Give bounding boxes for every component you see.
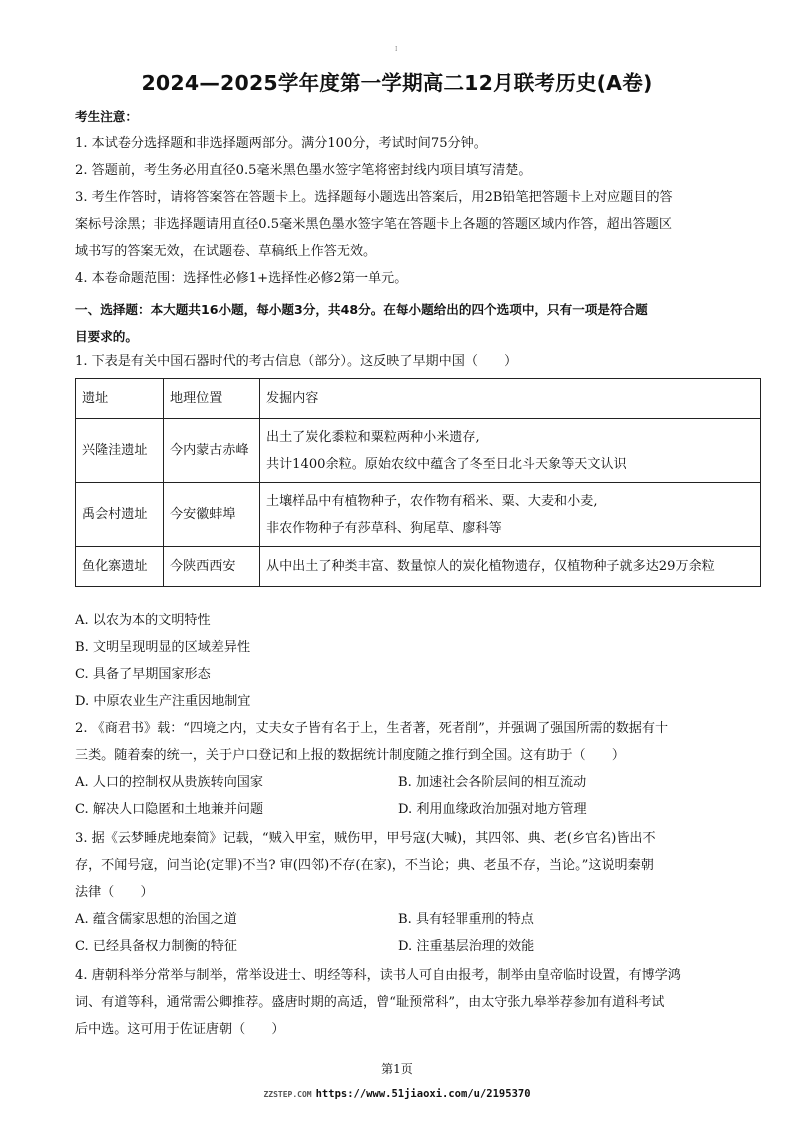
location-cell: 今内蒙古赤峰 bbox=[164, 419, 260, 483]
site-cell: 禹会村遗址 bbox=[76, 483, 164, 547]
content-line-1: 土壤样品中有植物种子，农作物有稻米、粟、大麦和小麦, bbox=[266, 493, 598, 509]
q3-option-a: A. 蕴含儒家思想的治国之道 bbox=[75, 912, 237, 927]
content-cell: 从中出土了种类丰富、数量惊人的炭化植物遗存，仅植物种子就多达29万余粒 bbox=[260, 547, 761, 587]
table-row bbox=[76, 419, 761, 483]
q1-option-b: B. 文明呈现明显的区域差异性 bbox=[75, 640, 251, 655]
q2-stem-2: 三类。随着秦的统一，关于户口登记和上报的数据统计制度随之推行到全国。这有助于（ ） bbox=[75, 748, 625, 763]
archaeology-table bbox=[75, 378, 761, 587]
table-row bbox=[76, 483, 761, 547]
q1-option-a: A. 以农为本的文明特性 bbox=[75, 613, 211, 628]
header-location: 地理位置 bbox=[164, 379, 260, 419]
top-mark: I bbox=[395, 46, 398, 53]
q4-stem-2: 词、有道等科，通常需公卿推荐。盛唐时期的高适，曾“耻预常科”，由太守张九皋举荐参加有道科考试 bbox=[75, 995, 665, 1010]
notice-heading: 考生注意： bbox=[75, 109, 138, 124]
q4-stem-1: 4. 唐朝科举分常举与制举，常举设进士、明经等科，读书人可自由报考，制举由皇帝临时设置，有博学鸿 bbox=[75, 968, 681, 983]
notice-line-2: 2. 答题前，考生务必用直径0.5毫米黑色墨水签字笔将密封线内项目填写清楚。 bbox=[75, 163, 532, 178]
content-line-1: 出土了炭化黍粒和粟粒两种小米遗存, bbox=[266, 429, 480, 445]
notice-line-3-end: 域书写的答案无效，在试题卷、草稿纸上作答无效。 bbox=[75, 244, 377, 259]
q3-option-b: B. 具有轻罪重刑的特点 bbox=[398, 912, 534, 927]
notice-line-4: 4. 本卷命题范围：选择性必修1+选择性必修2第一单元。 bbox=[75, 271, 408, 286]
table-header-row bbox=[76, 379, 761, 419]
content-line-2: 非农作物种子有莎草科、狗尾草、廖科等 bbox=[266, 520, 502, 536]
q1-option-c: C. 具备了早期国家形态 bbox=[75, 667, 211, 682]
notice-line-3: 3. 考生作答时，请将答案答在答题卡上。选择题每小题选出答案后，用2B铅笔把答题卡上对应题目的答 bbox=[75, 190, 673, 205]
page-title: 2024—2025学年度第一学期高二12月联考历史(A卷) bbox=[141, 71, 653, 95]
header-site: 遗址 bbox=[76, 379, 164, 419]
q3-stem-1: 3. 据《云梦睡虎地秦简》记载，“贼入甲室，贼伤甲，甲号寇(大喊)，其四邻、典、老(乡官名)皆出不 bbox=[75, 831, 656, 846]
q1-stem: 1. 下表是有关中国石器时代的考古信息（部分）。这反映了早期中国（ ） bbox=[75, 354, 518, 369]
site-cell: 兴隆洼遗址 bbox=[76, 419, 164, 483]
page-number: 第1页 bbox=[381, 1062, 413, 1076]
site-cell: 鱼化寨遗址 bbox=[76, 547, 164, 587]
section-heading-cont: 目要求的。 bbox=[75, 329, 138, 344]
q3-option-c: C. 已经具备权力制衡的特征 bbox=[75, 939, 237, 954]
q2-option-d: D. 利用血缘政治加强对地方管理 bbox=[398, 802, 587, 817]
content-cell bbox=[260, 419, 761, 483]
q2-option-b: B. 加速社会各阶层间的相互流动 bbox=[398, 775, 587, 790]
q2-stem-1: 2. 《商君书》载：“四境之内，丈夫女子皆有名于上，生者著，死者削”，并强调了强国所需的数据有十 bbox=[75, 721, 669, 736]
q4-stem-3: 后中选。这可用于佐证唐朝（ ） bbox=[75, 1022, 285, 1037]
location-cell: 今安徽蚌埠 bbox=[164, 483, 260, 547]
source-url-bar bbox=[0, 1088, 794, 1100]
table-row bbox=[76, 547, 761, 587]
header-content: 发掘内容 bbox=[260, 379, 761, 419]
source-url[interactable]: https://www.51jiaoxi.com/u/2195370 bbox=[315, 1088, 531, 1100]
content-line-2: 共计1400余粒。原始农纹中蕴含了冬至日北斗天象等天文认识 bbox=[266, 456, 627, 472]
q2-option-c: C. 解决人口隐匿和土地兼并问题 bbox=[75, 802, 264, 817]
q2-option-a: A. 人口的控制权从贵族转向国家 bbox=[75, 775, 263, 790]
notice-line-1: 1. 本试卷分选择题和非选择题两部分。满分100分，考试时间75分钟。 bbox=[75, 136, 487, 151]
watermark-logo: ZZSTEP.COM bbox=[263, 1090, 312, 1099]
location-cell: 今陕西西安 bbox=[164, 547, 260, 587]
content-cell bbox=[260, 483, 761, 547]
notice-line-3-cont: 案标号涂黑；非选择题请用直径0.5毫米黑色墨水签字笔在答题卡上各题的答题区域内作答，超出答题区 bbox=[75, 217, 672, 232]
section-heading: 一、选择题：本大题共16小题，每小题3分，共48分。在每小题给出的四个选项中，只有一项是符合题 bbox=[75, 302, 648, 317]
q3-stem-3: 法律（ ） bbox=[75, 885, 154, 900]
q3-option-d: D. 注重基层治理的效能 bbox=[398, 939, 535, 954]
q1-option-d: D. 中原农业生产注重因地制宜 bbox=[75, 694, 251, 709]
q3-stem-2: 存，不闻号寇，问当论(定罪)不当? 审(四邻)不存(在家)，不当论；典、老虽不存，当论。”这说明秦朝 bbox=[75, 858, 654, 873]
